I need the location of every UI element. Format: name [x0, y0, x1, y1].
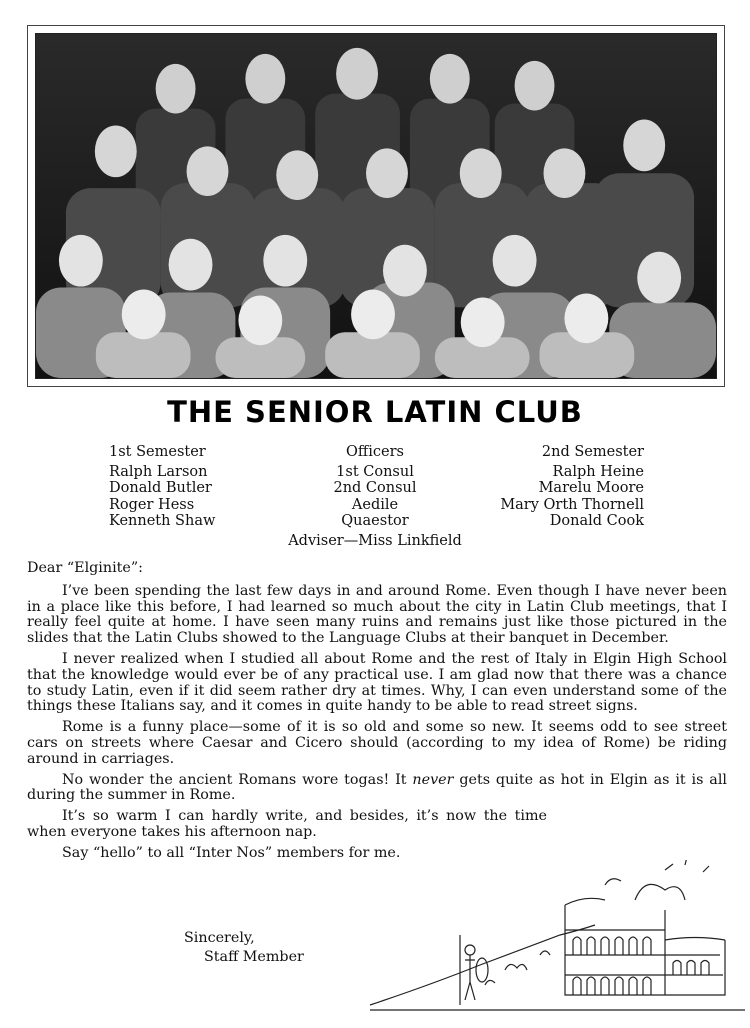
emphasis-text: never [412, 771, 454, 788]
letter-closing [184, 929, 304, 967]
closing-salutation: Sincerely, [184, 930, 255, 946]
club-photo-frame [27, 25, 725, 387]
letter-paragraph: I never realized when I studied all about Rome and the rest of Italy in Elgin High School that the knowledge would ever be of any practical use. I am glad now that there was a chance to study Latin, even if it did seem rather dry at times. Why, I can even understand some of the things these Italians say, and it comes in quite handy to be able to read street signs. [27, 650, 727, 715]
office-title: Quaestor [341, 513, 409, 529]
first-semester-column [109, 444, 215, 530]
second-semester-column [500, 444, 644, 530]
letter-paragraph: I’ve been spending the last few days in and around Rome. Even though I have never been in a place like this before, I had learned so much about the city in Latin Club meetings, that I really feel quite at home. I have seen many ruins and remains just like those pictured in the slides that the Latin Clubs showed to the Language Clubs at their banquet in December. [27, 582, 727, 647]
letter-paragraph: Say “hello” to all “Inter Nos” members for me. [62, 844, 401, 861]
office-title: 1st Consul [336, 463, 414, 480]
first-semester-header: 1st Semester [109, 444, 206, 460]
officer-name: Donald Cook [549, 513, 644, 529]
officer-name: Marelu Moore [538, 480, 644, 496]
letter-text: gets quite as hot in Elgin as it is all during the summer in Rome. [27, 771, 727, 804]
page-title: THE SENIOR LATIN CLUB [167, 395, 583, 429]
second-semester-header: 2nd Semester [541, 444, 644, 460]
officer-name: Ralph Larson [109, 463, 208, 480]
letter-paragraph: It’s so warm I can hardly write, and besides, it’s now the time when everyone takes his afternoon nap. [27, 808, 547, 840]
officer-name: Ralph Heine [552, 463, 644, 480]
officers-header: Officers [346, 444, 404, 460]
officer-name: Donald Butler [109, 480, 212, 496]
office-title: 2nd Consul [333, 480, 417, 496]
officer-name: Kenneth Shaw [109, 513, 216, 529]
letter-greeting: Dear “Elginite”: [27, 560, 143, 576]
letter-text: No wonder the ancient Romans wore togas! It [62, 771, 413, 788]
letter-body [27, 561, 727, 867]
signature: Staff Member [204, 949, 304, 965]
colosseum-sketch-illustration [365, 860, 750, 1025]
offices-column [275, 444, 475, 530]
club-group-photo [35, 33, 717, 379]
officer-name: Roger Hess [109, 496, 195, 513]
officer-name: Mary Orth Thornell [500, 496, 644, 513]
letter-paragraph [27, 773, 727, 805]
office-title: Aedile [351, 496, 399, 513]
adviser-line: Adviser—Miss Linkfield [288, 533, 462, 549]
letter-paragraph: Rome is a funny place—some of it is so old and some so new. It seems odd to see street cars on streets where Caesar and Cicero should (according to my idea of Rome) be riding around in carriages. [27, 719, 727, 767]
